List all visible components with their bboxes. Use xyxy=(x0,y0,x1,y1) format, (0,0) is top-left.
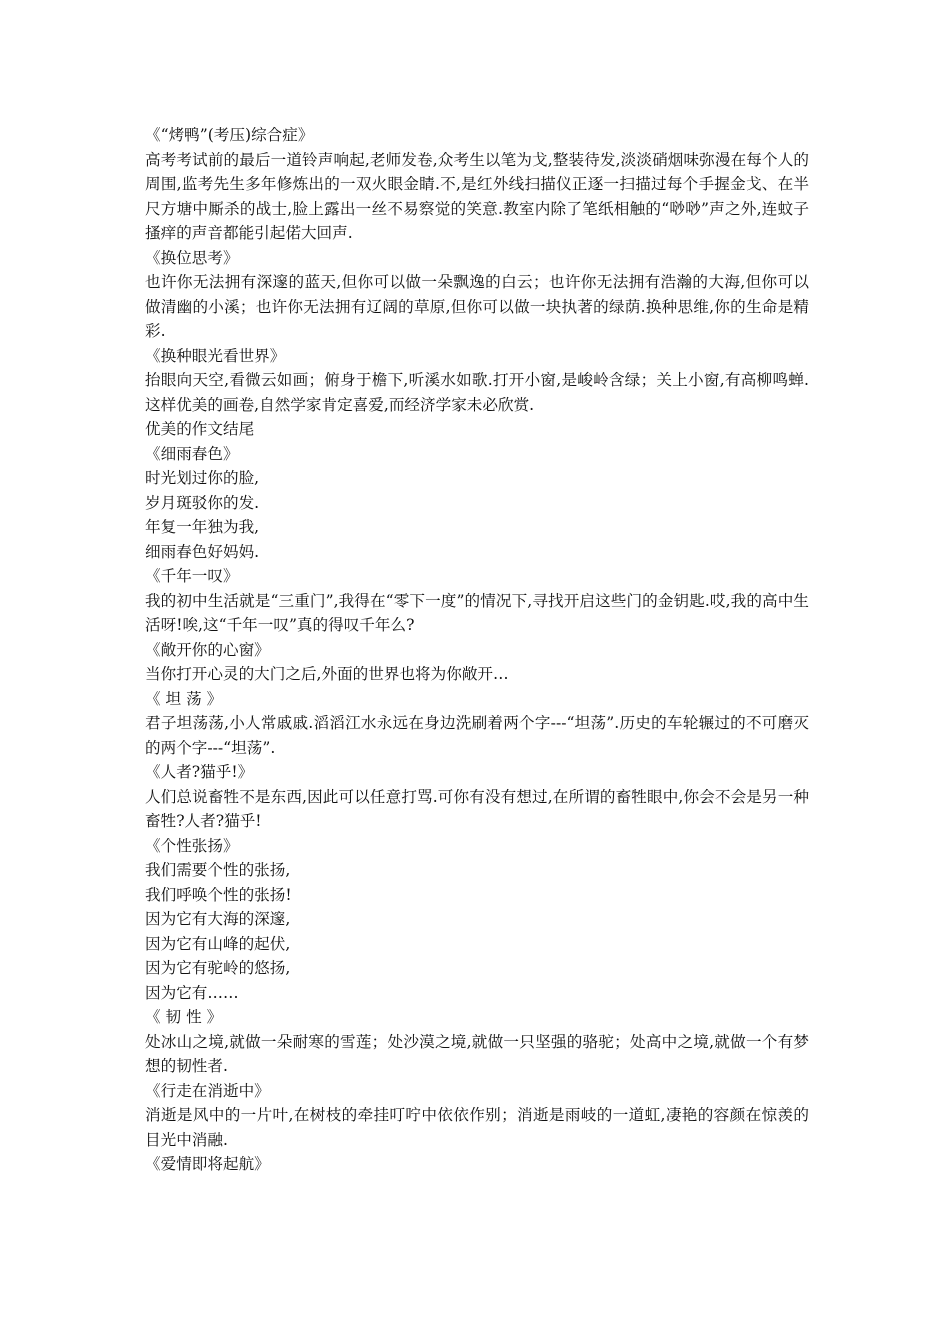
paragraph: 人们总说畜牲不是东西,因此可以任意打骂.可你有没有想过,在所谓的畜牲眼中,你会不会是另一种畜牲?人者?猫乎! xyxy=(145,787,809,830)
poem-line: 细雨春色好妈妈. xyxy=(145,542,260,561)
poem-line: 年复一年独为我, xyxy=(145,518,260,536)
section-title: 《 韧 性 》 xyxy=(145,1008,223,1026)
section-title: 《爱情即将起航》 xyxy=(145,1155,270,1173)
section-title: 《换位思考》 xyxy=(145,248,239,267)
poem-line: 因为它有山峰的起伏, xyxy=(145,934,291,953)
section-title: 《行走在消逝中》 xyxy=(145,1081,270,1100)
paragraph: 优美的作文结尾 xyxy=(145,420,255,438)
poem-line: 因为它有大海的深邃, xyxy=(145,910,291,928)
poem-line: 因为它有驼岭的悠扬, xyxy=(145,959,291,977)
poem-line: 因为它有…… xyxy=(145,983,239,1002)
section-title: 《千年一叹》 xyxy=(145,567,239,585)
section-title: 《 坦 荡 》 xyxy=(145,689,223,708)
paragraph: 消逝是风中的一片叶,在树枝的牵挂叮咛中依依作别；消逝是雨岐的一道虹,凄艳的容颜在惊羡的目光中消融. xyxy=(145,1106,809,1149)
section-title: 《换种眼光看世界》 xyxy=(145,346,286,365)
poem-line: 我们呼唤个性的张扬! xyxy=(145,885,292,904)
section-title: 《个性张扬》 xyxy=(145,836,239,855)
paragraph: 高考考试前的最后一道铃声响起,老师发卷,众考生以笔为戈,整装待发,淡淡硝烟味弥漫在每个人的周围,监考先生多年修炼出的一双火眼金睛.不,是红外线扫描仪正逐一扫描过每个手握金戈、在半尺方塘中厮杀的战士,脸上露出一丝不易察觉的笑意.教室内除了笔纸相触的“唦唦”声之外,连蚊子搔痒的声音都能引起偌大回声. xyxy=(145,150,809,242)
poem-line: 岁月斑驳你的发. xyxy=(145,493,260,512)
paragraph: 也许你无法拥有深邃的蓝天,但你可以做一朵飘逸的白云；也许你无法拥有浩瀚的大海,但你可以做清幽的小溪；也许你无法拥有辽阔的草原,但你可以做一块执著的绿荫.换种思维,你的生命是精彩. xyxy=(145,273,809,340)
paragraph: 君子坦荡荡,小人常戚戚.滔滔江水永远在身边洗刷着两个字---“坦荡”.历史的车轮辗过的不可磨灭的两个字---“坦荡”. xyxy=(145,714,809,757)
section-title: 《“烤鸭”(考压)综合症》 xyxy=(145,126,314,144)
section-title: 《细雨春色》 xyxy=(145,444,239,463)
paragraph: 我的初中生活就是“三重门”,我得在“零下一度”的情况下,寻找开启这些门的金钥匙.哎,我的高中生活呀!唉,这“千年一叹”真的得叹千年么? xyxy=(145,591,809,634)
section-title: 《敞开你的心窗》 xyxy=(145,640,270,659)
section-title: 《人者?猫乎!》 xyxy=(145,763,254,781)
poem-line: 我们需要个性的张扬, xyxy=(145,861,291,879)
paragraph: 当你打开心灵的大门之后,外面的世界也将为你敞开… xyxy=(145,665,509,683)
paragraph: 处冰山之境,就做一朵耐寒的雪莲；处沙漠之境,就做一只坚强的骆驼；处高中之境,就做一个有梦想的韧性者. xyxy=(145,1032,809,1075)
document-body xyxy=(145,123,809,1177)
paragraph: 抬眼向天空,看微云如画；俯身于檐下,听溪水如歌.打开小窗,是峻岭含绿；关上小窗,有高柳鸣蝉.这样优美的画卷,自然学家肯定喜爱,而经济学家未必欣赏. xyxy=(145,371,809,414)
poem-line: 时光划过你的脸, xyxy=(145,469,260,487)
